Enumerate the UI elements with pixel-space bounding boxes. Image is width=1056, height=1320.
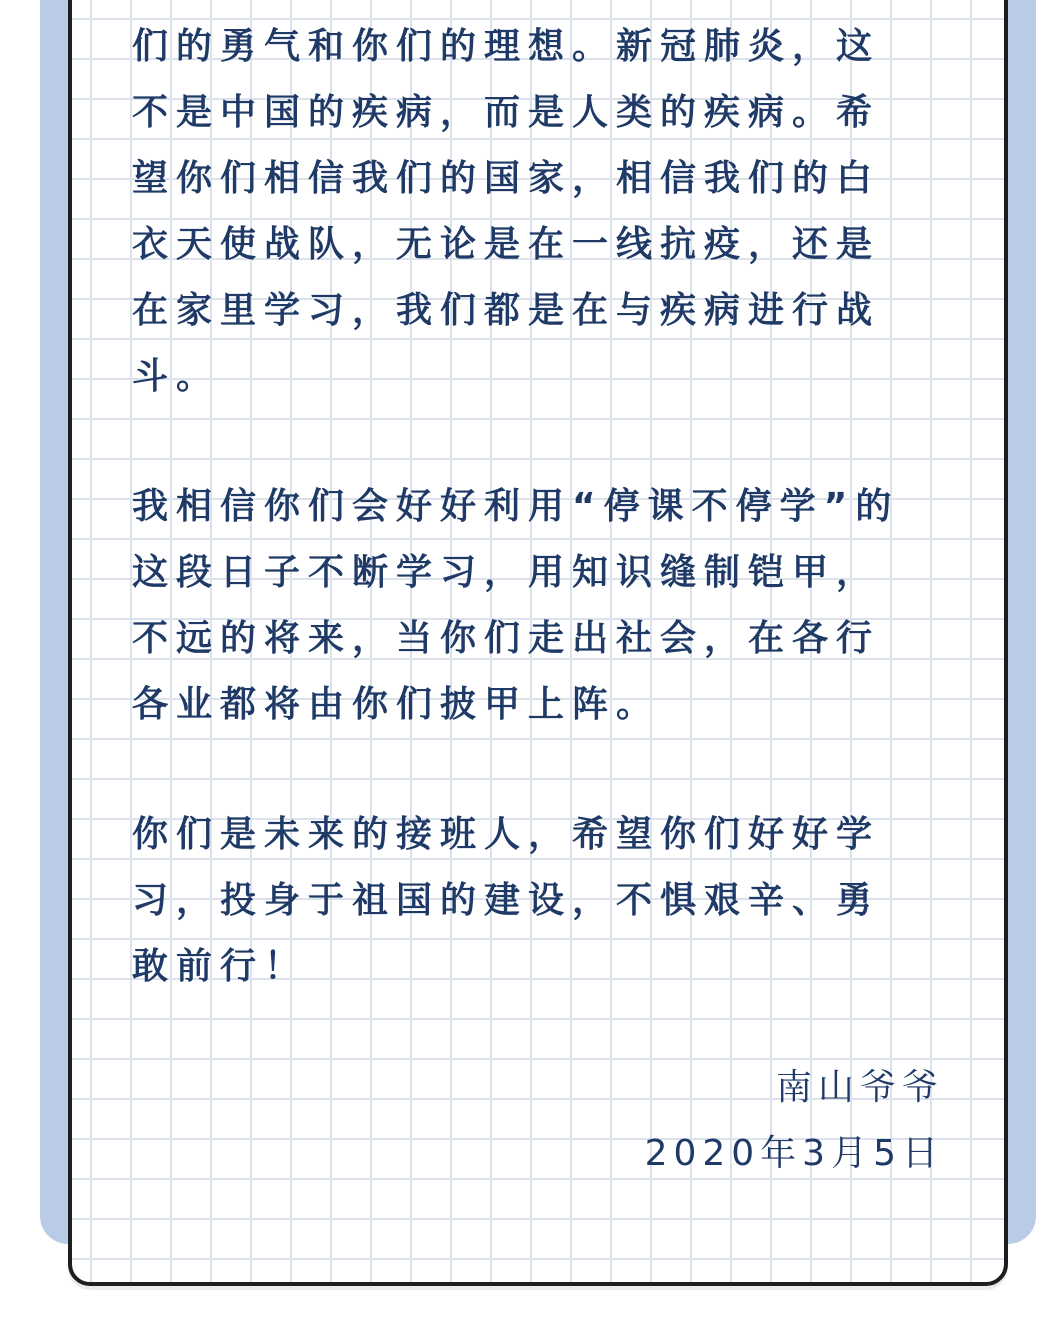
letter-body [132,14,944,1000]
signature-block [645,1055,944,1187]
letter-paragraph-3: 你们是未来的接班人，希望你们好好学 习，投身于祖国的建设，不惧艰辛、勇 敢前行！ [132,814,881,987]
letter-paragraph-2: 我相信你们会好好利用“停课不停学”的 这段日子不断学习，用知识缝制铠甲， 不远的将来，当你们走出社会，在各行 各业都将由你们披甲上阵。 [132,486,900,725]
letter-paragraph-1: 们的勇气和你们的理想。新冠肺炎，这 不是中国的疾病，而是人类的疾病。希 望你们相信我们的国家，相信我们的白 衣天使战队，无论是在一线抗疫，还是 在家里学习，我们都是在与疾病进行战 斗。 [132,26,881,397]
signature-name: 南山爷爷 [775,1067,944,1108]
signature-date: 2020年3月5日 [644,1133,944,1174]
